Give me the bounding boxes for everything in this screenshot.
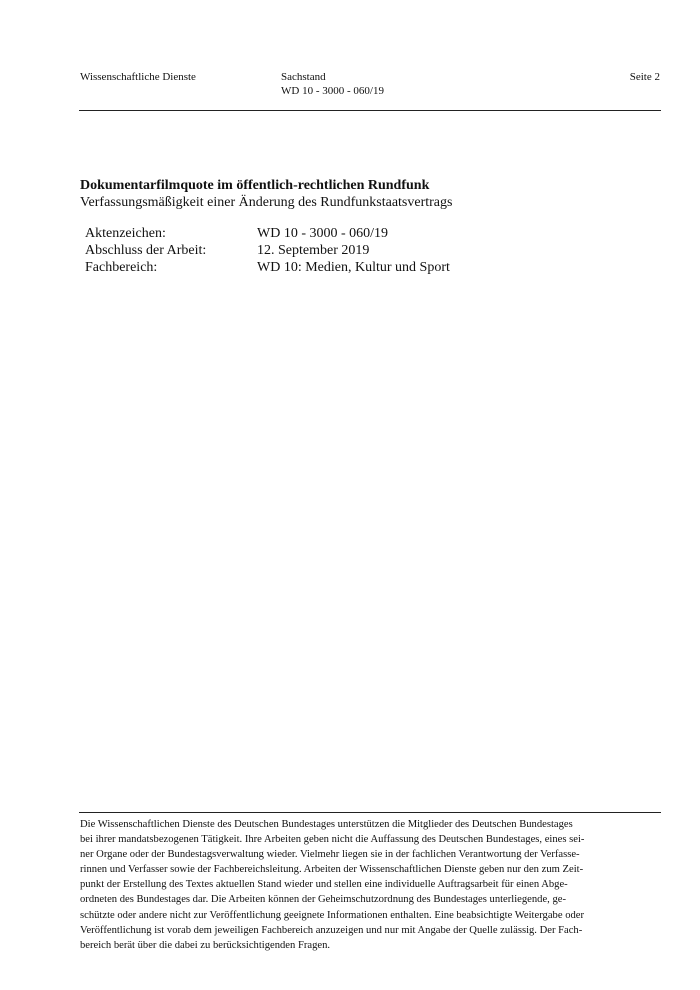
disclaimer-line: Die Wissenschaftlichen Dienste des Deutschen Bundestages unterstützen die Mitglieder des Deutschen Bundestages [80, 819, 573, 830]
disclaimer-line: Veröffentlichung ist vorab dem jeweiligen Fachbereich anzuzeigen und nur mit Angabe der Quelle zulässig. Der Fach- [80, 924, 583, 936]
disclaimer-line: ner Organe oder der Bundestagsverwaltung wieder. Vielmehr liegen sie in der fachlichen Verantwortung der Verfasse- [80, 849, 580, 861]
metadata-value: WD 10: Medien, Kultur und Sport [257, 260, 450, 275]
header-divider [79, 110, 661, 111]
disclaimer-text [80, 817, 665, 953]
disclaimer-divider [79, 812, 661, 813]
disclaimer-line: rinnen und Verfasser sowie der Fachbereichsleitung. Arbeiten der Wissenschaftlichen Dienste geben nur den zum Zeit- [80, 864, 584, 876]
header-page-number: Seite 2 [629, 71, 660, 83]
document-title: Dokumentarfilmquote im öffentlich-rechtlichen Rundfunk [80, 178, 430, 193]
disclaimer-line: ordneten des Bundestages dar. Die Arbeiten können der Geheimschutzordnung des Bundestages unterliegende, ge- [80, 894, 566, 906]
disclaimer-line: bei ihrer mandatsbezogenen Tätigkeit. Ihre Arbeiten geben nicht die Auffassung des Deutschen Bundestages, eines sei- [80, 834, 585, 846]
metadata-label: Abschluss der Arbeit: [85, 243, 207, 258]
header-organization: Wissenschaftliche Dienste [80, 71, 196, 83]
disclaimer-line: schützte oder andere nicht zur Veröffentlichung geeignete Informationen enthalten. Eine beabsichtigte Weitergabe oder [80, 909, 585, 921]
metadata-value: WD 10 - 3000 - 060/19 [257, 226, 389, 241]
disclaimer-line: bereich berät über die dabei zu berücksichtigenden Fragen. [80, 939, 331, 951]
page-header [80, 70, 660, 102]
header-document-type: Sachstand [281, 71, 326, 83]
metadata-value: 12. September 2019 [257, 243, 370, 258]
metadata-label: Aktenzeichen: [85, 226, 166, 241]
metadata-label: Fachbereich: [85, 260, 158, 275]
header-document-reference: WD 10 - 3000 - 060/19 [281, 85, 384, 97]
disclaimer-line: punkt der Erstellung des Textes aktuellen Stand wieder und stellen eine individuelle Auftragsarbeit für einen Abge- [80, 879, 568, 891]
document-subtitle: Verfassungsmäßigkeit einer Änderung des Rundfunkstaatsvertrags [80, 195, 453, 210]
